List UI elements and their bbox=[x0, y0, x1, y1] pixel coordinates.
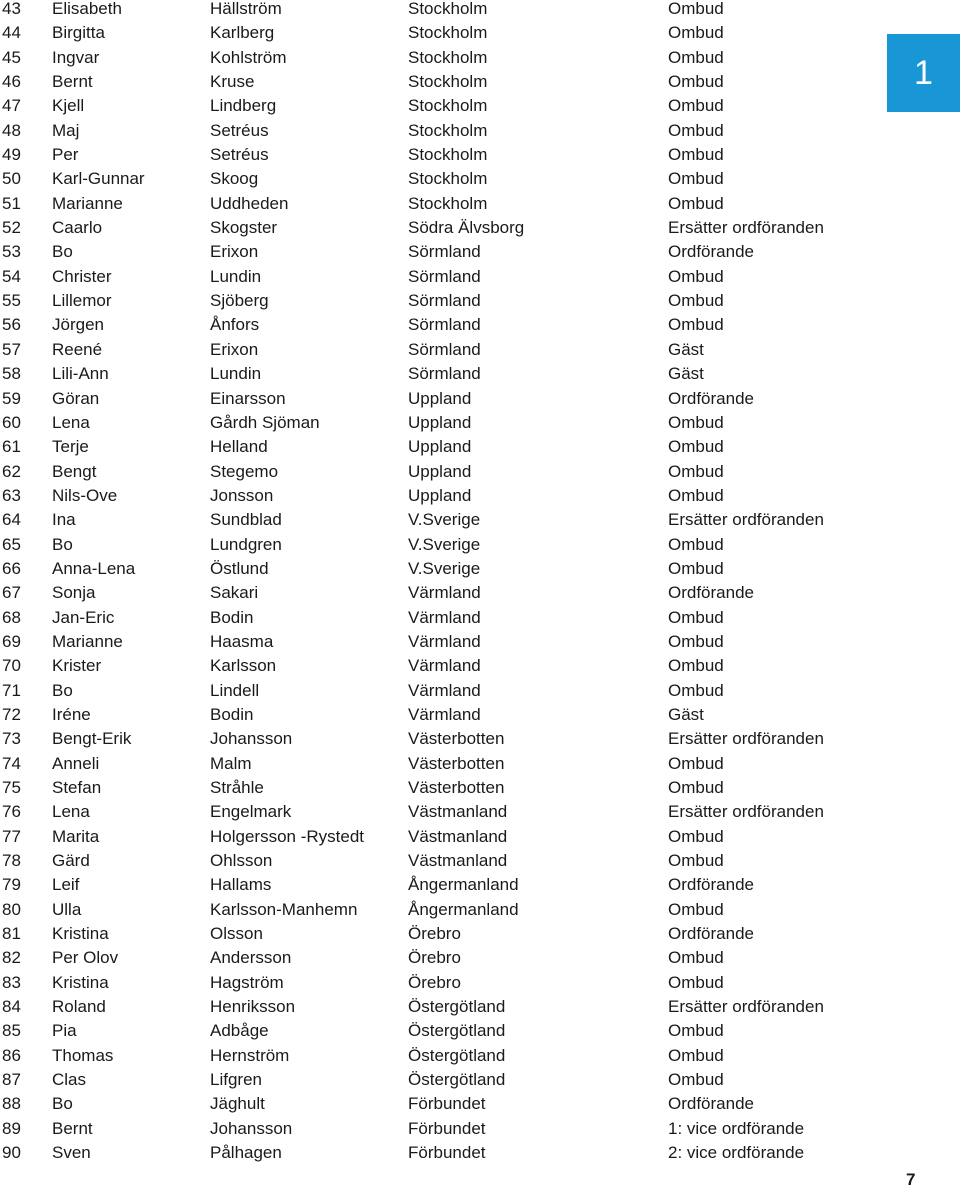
last-name-cell: Ohlsson bbox=[210, 851, 273, 871]
row-number-cell: 88 bbox=[2, 1094, 21, 1114]
table-row bbox=[0, 995, 948, 1019]
row-number-cell: 65 bbox=[2, 534, 21, 554]
last-name-cell: Östlund bbox=[210, 558, 269, 578]
chapter-tab: 1 bbox=[887, 34, 960, 112]
role-cell: Ordförande bbox=[668, 583, 754, 603]
row-number-cell: 85 bbox=[2, 1021, 21, 1041]
row-number-cell: 78 bbox=[2, 851, 21, 871]
first-name-cell: Nils-Ove bbox=[52, 485, 118, 505]
table-row bbox=[0, 1019, 948, 1043]
region-cell: Sörmland bbox=[408, 266, 481, 286]
first-name-cell: Roland bbox=[52, 997, 106, 1017]
role-cell: Gäst bbox=[668, 704, 704, 724]
row-number-cell: 55 bbox=[2, 291, 21, 311]
first-name-cell: Reené bbox=[52, 339, 103, 359]
row-number-cell: 77 bbox=[2, 826, 21, 846]
first-name-cell: Marianne bbox=[52, 631, 123, 651]
table-row bbox=[0, 898, 948, 922]
row-number-cell: 72 bbox=[2, 704, 21, 724]
first-name-cell: Birgitta bbox=[52, 23, 105, 43]
first-name-cell: Kjell bbox=[52, 96, 85, 116]
first-name-cell: Kristina bbox=[52, 972, 109, 992]
region-cell: Värmland bbox=[408, 583, 481, 603]
table-row bbox=[0, 606, 948, 630]
role-cell: 1: vice ordförande bbox=[668, 1118, 805, 1138]
table-row bbox=[0, 849, 948, 873]
table-row bbox=[0, 557, 948, 581]
table-row bbox=[0, 338, 948, 362]
last-name-cell: Setréus bbox=[210, 120, 269, 140]
role-cell: Ombud bbox=[668, 826, 724, 846]
role-cell: Ombud bbox=[668, 656, 724, 676]
role-cell: Ombud bbox=[668, 631, 724, 651]
first-name-cell: Bernt bbox=[52, 1118, 93, 1138]
first-name-cell: Sven bbox=[52, 1143, 91, 1163]
table-row bbox=[0, 0, 948, 21]
last-name-cell: Holgersson -Rystedt bbox=[210, 826, 365, 846]
region-cell: V.Sverige bbox=[408, 510, 481, 530]
first-name-cell: Karl-Gunnar bbox=[52, 169, 145, 189]
role-cell: Ordförande bbox=[668, 1094, 754, 1114]
region-cell: V.Sverige bbox=[408, 558, 481, 578]
table-row bbox=[0, 971, 948, 995]
role-cell: Ombud bbox=[668, 1045, 724, 1065]
last-name-cell: Einarsson bbox=[210, 388, 286, 408]
last-name-cell: Lindell bbox=[210, 680, 260, 700]
region-cell: Förbundet bbox=[408, 1143, 486, 1163]
table-row bbox=[0, 776, 948, 800]
role-cell: Ersätter ordföranden bbox=[668, 997, 824, 1017]
first-name-cell: Marianne bbox=[52, 193, 123, 213]
row-number-cell: 83 bbox=[2, 972, 21, 992]
region-cell: Uppland bbox=[408, 461, 472, 481]
table-row bbox=[0, 752, 948, 776]
region-cell: Södra Älvsborg bbox=[408, 218, 525, 238]
region-cell: Stockholm bbox=[408, 120, 488, 140]
last-name-cell: Malm bbox=[210, 753, 252, 773]
role-cell: Ombud bbox=[668, 1070, 724, 1090]
role-cell: Ombud bbox=[668, 485, 724, 505]
first-name-cell: Ina bbox=[52, 510, 76, 530]
last-name-cell: Lundin bbox=[210, 364, 262, 384]
region-cell: Västmanland bbox=[408, 802, 508, 822]
row-number-cell: 69 bbox=[2, 631, 21, 651]
last-name-cell: Bodin bbox=[210, 704, 254, 724]
role-cell: Ombud bbox=[668, 558, 724, 578]
last-name-cell: Bodin bbox=[210, 607, 254, 627]
table-row bbox=[0, 922, 948, 946]
role-cell: Ombud bbox=[668, 607, 724, 627]
first-name-cell: Lillemor bbox=[52, 291, 112, 311]
table-row bbox=[0, 581, 948, 605]
first-name-cell: Terje bbox=[52, 437, 89, 457]
table-row bbox=[0, 1141, 948, 1165]
role-cell: Ombud bbox=[668, 169, 724, 189]
row-number-cell: 73 bbox=[2, 729, 21, 749]
first-name-cell: Pia bbox=[52, 1021, 77, 1041]
table-row bbox=[0, 654, 948, 678]
table-row bbox=[0, 435, 948, 459]
role-cell: Ersätter ordföranden bbox=[668, 802, 824, 822]
role-cell: Gäst bbox=[668, 364, 704, 384]
table-row bbox=[0, 703, 948, 727]
first-name-cell: Kristina bbox=[52, 924, 109, 944]
first-name-cell: Christer bbox=[52, 266, 112, 286]
last-name-cell: Hallams bbox=[210, 875, 272, 895]
region-cell: Värmland bbox=[408, 656, 481, 676]
first-name-cell: Lena bbox=[52, 412, 90, 432]
role-cell: Ordförande bbox=[668, 388, 754, 408]
region-cell: Ångermanland bbox=[408, 875, 519, 895]
last-name-cell: Hagström bbox=[210, 972, 284, 992]
first-name-cell: Bo bbox=[52, 1094, 73, 1114]
row-number-cell: 60 bbox=[2, 412, 21, 432]
first-name-cell: Leif bbox=[52, 875, 80, 895]
row-number-cell: 68 bbox=[2, 607, 21, 627]
region-cell: Stockholm bbox=[408, 72, 488, 92]
role-cell: Ombud bbox=[668, 851, 724, 871]
region-cell: Örebro bbox=[408, 948, 461, 968]
region-cell: Västerbotten bbox=[408, 753, 505, 773]
role-cell: Ombud bbox=[668, 120, 724, 140]
region-cell: Östergötland bbox=[408, 1045, 506, 1065]
role-cell: Ombud bbox=[668, 0, 724, 18]
region-cell: Östergötland bbox=[408, 997, 506, 1017]
region-cell: Örebro bbox=[408, 972, 461, 992]
table-row bbox=[0, 873, 948, 897]
row-number-cell: 87 bbox=[2, 1070, 21, 1090]
last-name-cell: Erixon bbox=[210, 242, 259, 262]
row-number-cell: 82 bbox=[2, 948, 21, 968]
table-row bbox=[0, 946, 948, 970]
row-number-cell: 61 bbox=[2, 437, 21, 457]
row-number-cell: 90 bbox=[2, 1143, 21, 1163]
table-row bbox=[0, 265, 948, 289]
first-name-cell: Lili-Ann bbox=[52, 364, 109, 384]
row-number-cell: 53 bbox=[2, 242, 21, 262]
table-row bbox=[0, 630, 948, 654]
region-cell: Örebro bbox=[408, 924, 461, 944]
last-name-cell: Stegemo bbox=[210, 461, 279, 481]
role-cell: Ersätter ordföranden bbox=[668, 218, 824, 238]
table-row bbox=[0, 167, 948, 191]
row-number-cell: 74 bbox=[2, 753, 21, 773]
last-name-cell: Skoog bbox=[210, 169, 259, 189]
row-number-cell: 89 bbox=[2, 1118, 21, 1138]
first-name-cell: Anna-Lena bbox=[52, 558, 136, 578]
role-cell: Ordförande bbox=[668, 924, 754, 944]
region-cell: Sörmland bbox=[408, 315, 481, 335]
role-cell: Ombud bbox=[668, 145, 724, 165]
first-name-cell: Jörgen bbox=[52, 315, 104, 335]
last-name-cell: Lundin bbox=[210, 266, 262, 286]
first-name-cell: Per bbox=[52, 145, 79, 165]
region-cell: Stockholm bbox=[408, 0, 488, 18]
last-name-cell: Adbåge bbox=[210, 1021, 269, 1041]
region-cell: Västmanland bbox=[408, 826, 508, 846]
region-cell: Sörmland bbox=[408, 242, 481, 262]
last-name-cell: Karlsson bbox=[210, 656, 277, 676]
last-name-cell: Andersson bbox=[210, 948, 292, 968]
role-cell: Ombud bbox=[668, 948, 724, 968]
region-cell: Sörmland bbox=[408, 291, 481, 311]
table-row bbox=[0, 1117, 948, 1141]
row-number-cell: 51 bbox=[2, 193, 21, 213]
region-cell: Värmland bbox=[408, 631, 481, 651]
region-cell: Sörmland bbox=[408, 364, 481, 384]
region-cell: Värmland bbox=[408, 704, 481, 724]
role-cell: Ersätter ordföranden bbox=[668, 510, 824, 530]
first-name-cell: Marita bbox=[52, 826, 100, 846]
row-number-cell: 67 bbox=[2, 583, 21, 603]
region-cell: Västmanland bbox=[408, 851, 508, 871]
table-row bbox=[0, 679, 948, 703]
table-row bbox=[0, 727, 948, 751]
first-name-cell: Jan-Eric bbox=[52, 607, 115, 627]
row-number-cell: 49 bbox=[2, 145, 21, 165]
row-number-cell: 46 bbox=[2, 72, 21, 92]
first-name-cell: Maj bbox=[52, 120, 80, 140]
role-cell: Ombud bbox=[668, 534, 724, 554]
row-number-cell: 59 bbox=[2, 388, 21, 408]
row-number-cell: 70 bbox=[2, 656, 21, 676]
table-row bbox=[0, 119, 948, 143]
last-name-cell: Helland bbox=[210, 437, 268, 457]
first-name-cell: Gärd bbox=[52, 851, 90, 871]
region-cell: Förbundet bbox=[408, 1118, 486, 1138]
region-cell: Sörmland bbox=[408, 339, 481, 359]
row-number-cell: 54 bbox=[2, 266, 21, 286]
first-name-cell: Thomas bbox=[52, 1045, 114, 1065]
role-cell: Ombud bbox=[668, 72, 724, 92]
row-number-cell: 47 bbox=[2, 96, 21, 116]
row-number-cell: 66 bbox=[2, 558, 21, 578]
row-number-cell: 57 bbox=[2, 339, 21, 359]
table-row bbox=[0, 362, 948, 386]
last-name-cell: Stråhle bbox=[210, 778, 264, 797]
table-row bbox=[0, 460, 948, 484]
table-row bbox=[0, 533, 948, 557]
region-cell: Västerbotten bbox=[408, 729, 505, 749]
table-row bbox=[0, 313, 948, 337]
first-name-cell: Anneli bbox=[52, 753, 100, 773]
role-cell: Ombud bbox=[668, 412, 724, 432]
role-cell: Ombud bbox=[668, 972, 724, 992]
row-number-cell: 81 bbox=[2, 924, 21, 944]
region-cell: Värmland bbox=[408, 680, 481, 700]
table-row bbox=[0, 94, 948, 118]
first-name-cell: Ingvar bbox=[52, 47, 100, 67]
first-name-cell: Krister bbox=[52, 656, 102, 676]
role-cell: Ombud bbox=[668, 1021, 724, 1041]
region-cell: Stockholm bbox=[408, 47, 488, 67]
first-name-cell: Lena bbox=[52, 802, 90, 822]
region-cell: Östergötland bbox=[408, 1021, 506, 1041]
role-cell: Ombud bbox=[668, 899, 724, 919]
role-cell: Ombud bbox=[668, 23, 724, 43]
region-cell: Östergötland bbox=[408, 1070, 506, 1090]
table-row bbox=[0, 800, 948, 824]
first-name-cell: Bernt bbox=[52, 72, 93, 92]
first-name-cell: Bengt-Erik bbox=[52, 729, 132, 749]
region-cell: Uppland bbox=[408, 437, 472, 457]
row-number-cell: 50 bbox=[2, 169, 21, 189]
row-number-cell: 84 bbox=[2, 997, 21, 1017]
region-cell: Stockholm bbox=[408, 23, 488, 43]
last-name-cell: Karlsson-Manhemn bbox=[210, 899, 358, 919]
last-name-cell: Ånfors bbox=[210, 315, 260, 335]
row-number-cell: 76 bbox=[2, 802, 21, 822]
region-cell: V.Sverige bbox=[408, 534, 481, 554]
role-cell: Ombud bbox=[668, 461, 724, 481]
role-cell: Ombud bbox=[668, 291, 724, 311]
last-name-cell: Jonsson bbox=[210, 485, 274, 505]
region-cell: Stockholm bbox=[408, 145, 488, 165]
first-name-cell: Elisabeth bbox=[52, 0, 122, 18]
region-cell: Värmland bbox=[408, 607, 481, 627]
table-row bbox=[0, 143, 948, 167]
role-cell: Ersätter ordföranden bbox=[668, 729, 824, 749]
region-cell: Uppland bbox=[408, 412, 472, 432]
last-name-cell: Lundgren bbox=[210, 534, 282, 554]
first-name-cell: Bo bbox=[52, 242, 73, 262]
table-row bbox=[0, 387, 948, 411]
row-number-cell: 52 bbox=[2, 218, 21, 238]
row-number-cell: 71 bbox=[2, 680, 21, 700]
row-number-cell: 62 bbox=[2, 461, 21, 481]
row-number-cell: 58 bbox=[2, 364, 21, 384]
row-number-cell: 86 bbox=[2, 1045, 21, 1065]
last-name-cell: Haasma bbox=[210, 631, 274, 651]
table-row bbox=[0, 508, 948, 532]
row-number-cell: 56 bbox=[2, 315, 21, 335]
table-row bbox=[0, 411, 948, 435]
row-number-cell: 48 bbox=[2, 120, 21, 140]
region-cell: Stockholm bbox=[408, 169, 488, 189]
region-cell: Stockholm bbox=[408, 193, 488, 213]
page-number: 7 bbox=[906, 1170, 916, 1189]
first-name-cell: Sonja bbox=[52, 583, 96, 603]
last-name-cell: Gårdh Sjöman bbox=[210, 412, 320, 432]
last-name-cell: Sundblad bbox=[210, 510, 282, 530]
first-name-cell: Ulla bbox=[52, 899, 82, 919]
first-name-cell: Clas bbox=[52, 1070, 87, 1090]
last-name-cell: Hällström bbox=[210, 0, 282, 18]
role-cell: Ombud bbox=[668, 680, 724, 700]
role-cell: Ombud bbox=[668, 315, 724, 335]
first-name-cell: Per Olov bbox=[52, 948, 119, 968]
last-name-cell: Kohlström bbox=[210, 47, 287, 67]
table-row bbox=[0, 1044, 948, 1068]
row-number-cell: 79 bbox=[2, 875, 21, 895]
last-name-cell: Sakari bbox=[210, 583, 259, 603]
role-cell: Ombud bbox=[668, 193, 724, 213]
last-name-cell: Pålhagen bbox=[210, 1143, 282, 1163]
table-row bbox=[0, 192, 948, 216]
last-name-cell: Sjöberg bbox=[210, 291, 269, 311]
row-number-cell: 64 bbox=[2, 510, 21, 530]
last-name-cell: Johansson bbox=[210, 1118, 293, 1138]
first-name-cell: Bengt bbox=[52, 461, 97, 481]
region-cell: Västerbotten bbox=[408, 778, 505, 797]
role-cell: Ordförande bbox=[668, 875, 754, 895]
table-row bbox=[0, 21, 948, 45]
last-name-cell: Lifgren bbox=[210, 1070, 262, 1090]
last-name-cell: Uddheden bbox=[210, 193, 289, 213]
first-name-cell: Göran bbox=[52, 388, 100, 408]
last-name-cell: Skogster bbox=[210, 218, 278, 238]
first-name-cell: Bo bbox=[52, 680, 73, 700]
table-row bbox=[0, 240, 948, 264]
last-name-cell: Engelmark bbox=[210, 802, 292, 822]
row-number-cell: 63 bbox=[2, 485, 21, 505]
row-number-cell: 44 bbox=[2, 23, 21, 43]
last-name-cell: Kruse bbox=[210, 72, 255, 92]
role-cell: 2: vice ordförande bbox=[668, 1143, 805, 1163]
role-cell: Ombud bbox=[668, 96, 724, 116]
table-row bbox=[0, 70, 948, 94]
role-cell: Ombud bbox=[668, 266, 724, 286]
last-name-cell: Lindberg bbox=[210, 96, 277, 116]
role-cell: Gäst bbox=[668, 339, 704, 359]
last-name-cell: Karlberg bbox=[210, 23, 275, 43]
table-row bbox=[0, 216, 948, 240]
last-name-cell: Erixon bbox=[210, 339, 259, 359]
first-name-cell: Stefan bbox=[52, 778, 102, 797]
row-number-cell: 45 bbox=[2, 47, 21, 67]
last-name-cell: Henriksson bbox=[210, 997, 296, 1017]
row-number-cell: 75 bbox=[2, 778, 21, 797]
region-cell: Förbundet bbox=[408, 1094, 486, 1114]
table-row bbox=[0, 289, 948, 313]
last-name-cell: Setréus bbox=[210, 145, 269, 165]
region-cell: Stockholm bbox=[408, 96, 488, 116]
last-name-cell: Olsson bbox=[210, 924, 263, 944]
last-name-cell: Hernström bbox=[210, 1045, 290, 1065]
first-name-cell: Iréne bbox=[52, 704, 91, 724]
role-cell: Ombud bbox=[668, 778, 724, 797]
role-cell: Ombud bbox=[668, 753, 724, 773]
table-row bbox=[0, 1092, 948, 1116]
table-row bbox=[0, 484, 948, 508]
first-name-cell: Caarlo bbox=[52, 218, 103, 238]
last-name-cell: Jäghult bbox=[210, 1094, 265, 1114]
table-row bbox=[0, 1068, 948, 1092]
row-number-cell: 80 bbox=[2, 899, 21, 919]
table-row bbox=[0, 46, 948, 70]
first-name-cell: Bo bbox=[52, 534, 73, 554]
region-cell: Ångermanland bbox=[408, 899, 519, 919]
region-cell: Uppland bbox=[408, 485, 472, 505]
region-cell: Uppland bbox=[408, 388, 472, 408]
role-cell: Ordförande bbox=[668, 242, 754, 262]
table-row bbox=[0, 825, 948, 849]
row-number-cell: 43 bbox=[2, 0, 21, 18]
role-cell: Ombud bbox=[668, 437, 724, 457]
role-cell: Ombud bbox=[668, 47, 724, 67]
last-name-cell: Johansson bbox=[210, 729, 293, 749]
